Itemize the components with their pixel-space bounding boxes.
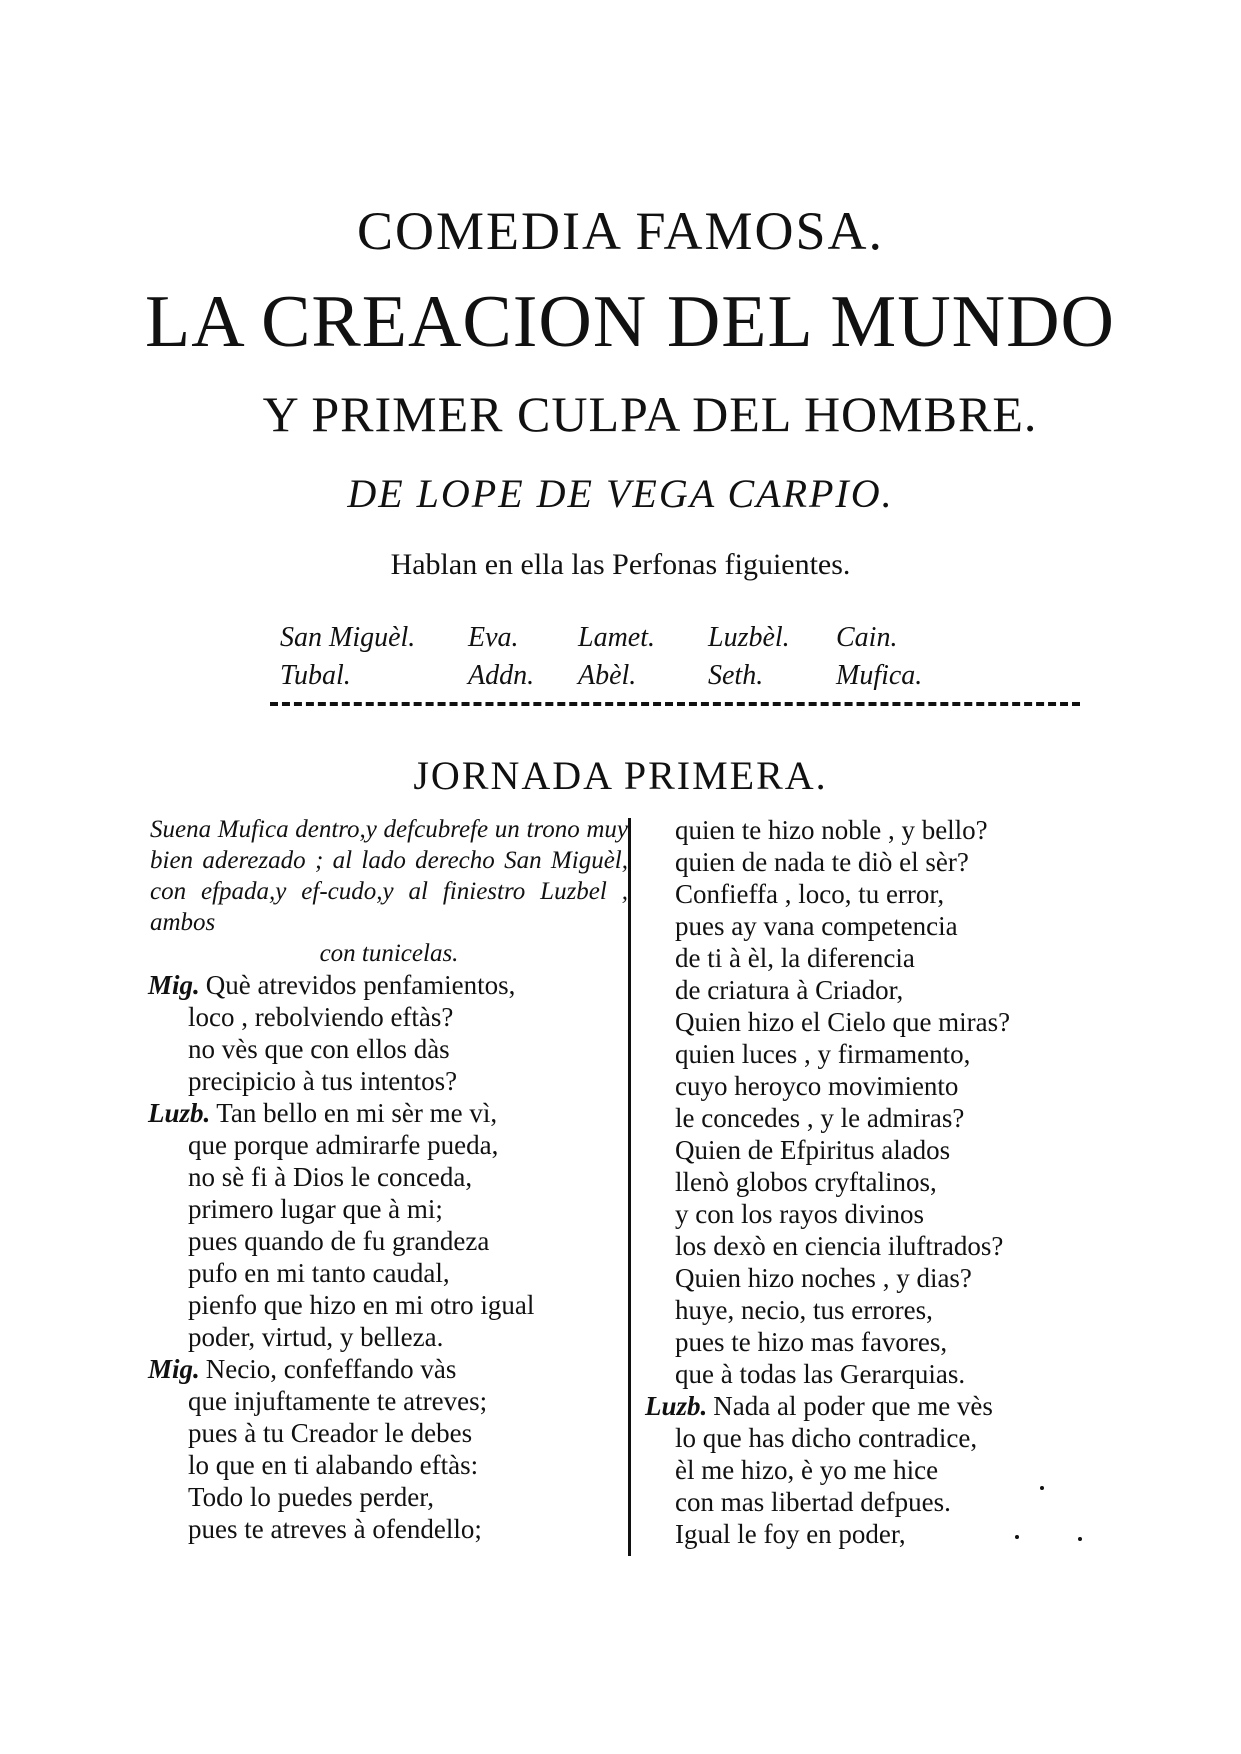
- verse-line: [645, 942, 1105, 974]
- verse-text: pienfo que hizo en mi otro igual: [188, 1290, 535, 1320]
- verse-text: Quien hizo el Cielo que miras?: [675, 1007, 1011, 1037]
- verse-text: precipicio à tus intentos?: [188, 1066, 458, 1096]
- cast-name: Addn.: [468, 660, 535, 691]
- margin-speck: [1078, 1537, 1082, 1541]
- verse-text: Igual le foy en poder,: [675, 1519, 906, 1549]
- cast-row: [280, 622, 980, 660]
- verse-text: no vès que con ellos dàs: [188, 1034, 450, 1064]
- verse-line: [645, 1454, 1105, 1486]
- verse-line: [148, 1321, 628, 1353]
- cast-name: Tubal.: [280, 660, 351, 691]
- verse-line: [148, 1193, 628, 1225]
- verse-text: Confieffa , loco, tu error,: [675, 879, 945, 909]
- verse-text: lo que has dicho contradice,: [675, 1423, 978, 1453]
- verse-line: [645, 1006, 1105, 1038]
- ornamental-rule: [270, 702, 1080, 706]
- verse-line: [645, 1390, 1105, 1422]
- verse-text: èl me hizo, è yo me hice: [675, 1455, 939, 1485]
- cast-name: Abèl.: [578, 660, 637, 691]
- verse-line: [148, 1161, 628, 1193]
- verse-line: [148, 1257, 628, 1289]
- verse-line: [645, 1518, 1105, 1550]
- cast-name: Cain.: [836, 622, 898, 653]
- verse-line: [645, 846, 1105, 878]
- verse-line: [148, 1033, 628, 1065]
- verse-text: que porque admirarfe pueda,: [188, 1130, 499, 1160]
- verse-text: pues ay vana competencia: [675, 911, 958, 941]
- verse-text: Quien de Efpiritus alados: [675, 1135, 951, 1165]
- verse-text: de ti à èl, la diferencia: [675, 943, 915, 973]
- verse-text: poder, virtud, y belleza.: [188, 1322, 444, 1352]
- verse-line: [148, 1449, 628, 1481]
- verse-text: con mas libertad defpues.: [675, 1487, 951, 1517]
- verse-text: no sè fi à Dios le conceda,: [188, 1162, 473, 1192]
- verse-text: Quien hizo noches , y dias?: [675, 1263, 972, 1293]
- verse-text: Necio, confeffando vàs: [205, 1354, 457, 1384]
- verse-line: [148, 1289, 628, 1321]
- verse-text: loco , rebolviendo eftàs?: [188, 1002, 454, 1032]
- verse-text: de criatura à Criador,: [675, 975, 904, 1005]
- comedia-heading: COMEDIA FAMOSA.: [356, 201, 885, 261]
- cast-name: Luzbèl.: [708, 622, 790, 653]
- verse-line: [148, 1001, 628, 1033]
- verse-text: huye, necio, tus errores,: [675, 1295, 933, 1325]
- verse-line: [148, 1481, 628, 1513]
- speaker-name: Mig.: [148, 1354, 200, 1384]
- speaker-name: Luzb.: [148, 1098, 211, 1128]
- verse-text: lo que en ti alabando eftàs:: [188, 1450, 479, 1480]
- verse-line: [645, 1070, 1105, 1102]
- verse-line: [645, 1486, 1105, 1518]
- verse-text: Què atrevidos penfamientos,: [205, 970, 516, 1000]
- cast-name: Lamet.: [578, 622, 655, 653]
- verse-text: los dexò en ciencia iluftrados?: [675, 1231, 1004, 1261]
- verse-block: [148, 969, 628, 1545]
- speaker-name: Mig.: [148, 970, 200, 1000]
- cast-list: [280, 622, 980, 698]
- verse-line: [645, 1230, 1105, 1262]
- margin-speck: [1015, 1535, 1019, 1539]
- verse-line: [148, 1065, 628, 1097]
- verse-text: pues à tu Creador le debes: [188, 1418, 473, 1448]
- verse-line: [148, 1129, 628, 1161]
- cast-name: Mufica.: [836, 660, 923, 691]
- verse-text: pues te hizo mas favores,: [675, 1327, 948, 1357]
- verse-line: [645, 814, 1105, 846]
- act-heading: JORNADA PRIMERA.: [413, 753, 828, 798]
- verse-text: que injuftamente te atreves;: [188, 1386, 488, 1416]
- speaker-name: Luzb.: [645, 1391, 708, 1421]
- author-line: DE LOPE DE VEGA CARPIO.: [347, 471, 894, 516]
- verse-line: [645, 1102, 1105, 1134]
- play-title: LA CREACION DEL MUNDO: [145, 281, 1115, 363]
- verse-line: [148, 1225, 628, 1257]
- verse-text: primero lugar que à mi;: [188, 1194, 443, 1224]
- right-column: [645, 814, 1105, 1550]
- verse-text: quien luces , y firmamento,: [675, 1039, 971, 1069]
- left-column: [148, 814, 628, 1545]
- cast-row: [280, 660, 980, 698]
- verse-line: [645, 1262, 1105, 1294]
- margin-speck: [1040, 1486, 1044, 1490]
- verse-line: [645, 1166, 1105, 1198]
- verse-line: [645, 1038, 1105, 1070]
- verse-line: [645, 1326, 1105, 1358]
- verse-text: que à todas las Gerarquias.: [675, 1359, 966, 1389]
- verse-text: pues quando de fu grandeza: [188, 1226, 490, 1256]
- verse-line: [645, 974, 1105, 1006]
- verse-text: quien te hizo noble , y bello?: [675, 815, 988, 845]
- verse-line: [148, 1513, 628, 1545]
- cast-intro: Hablan en ella las Perfonas figuientes.: [390, 548, 851, 581]
- cast-name: Eva.: [468, 622, 519, 653]
- column-divider: [628, 818, 631, 1556]
- verse-text: cuyo heroyco movimiento: [675, 1071, 959, 1101]
- verse-text: le concedes , y le admiras?: [675, 1103, 965, 1133]
- verse-text: Todo lo puedes perder,: [188, 1482, 434, 1512]
- verse-line: [148, 969, 628, 1001]
- cast-name: Seth.: [708, 660, 764, 691]
- verse-line: [645, 1358, 1105, 1390]
- verse-line: [645, 1294, 1105, 1326]
- verse-line: [645, 1134, 1105, 1166]
- verse-text: Nada al poder que me vès: [713, 1391, 993, 1421]
- verse-line: [148, 1385, 628, 1417]
- verse-line: [148, 1417, 628, 1449]
- stage-direction: Suena Mufica dentro,y defcubrefe un trono muy bien aderezado ; al lado derecho San Miguèl, con efpada,y ef-cudo,y al finiestro Luzbel , ambos: [150, 816, 628, 936]
- verse-text: quien de nada te diò el sèr?: [675, 847, 969, 877]
- verse-block: [645, 814, 1105, 1550]
- verse-text: Tan bello en mi sèr me vì,: [216, 1098, 498, 1128]
- verse-line: [645, 910, 1105, 942]
- verse-text: pues te atreves à ofendello;: [188, 1514, 482, 1544]
- verse-text: y con los rayos divinos: [675, 1199, 924, 1229]
- verse-line: [645, 1422, 1105, 1454]
- verse-line: [645, 1198, 1105, 1230]
- verse-line: [148, 1353, 628, 1385]
- stage-direction-end: con tunicelas.: [319, 940, 459, 967]
- verse-line: [148, 1097, 628, 1129]
- cast-name: San Miguèl.: [280, 622, 416, 653]
- verse-text: pufo en mi tanto caudal,: [188, 1258, 450, 1288]
- verse-line: [645, 878, 1105, 910]
- verse-text: llenò globos cryftalinos,: [675, 1167, 937, 1197]
- play-subtitle: Y PRIMER CULPA DEL HOMBRE.: [262, 386, 1038, 442]
